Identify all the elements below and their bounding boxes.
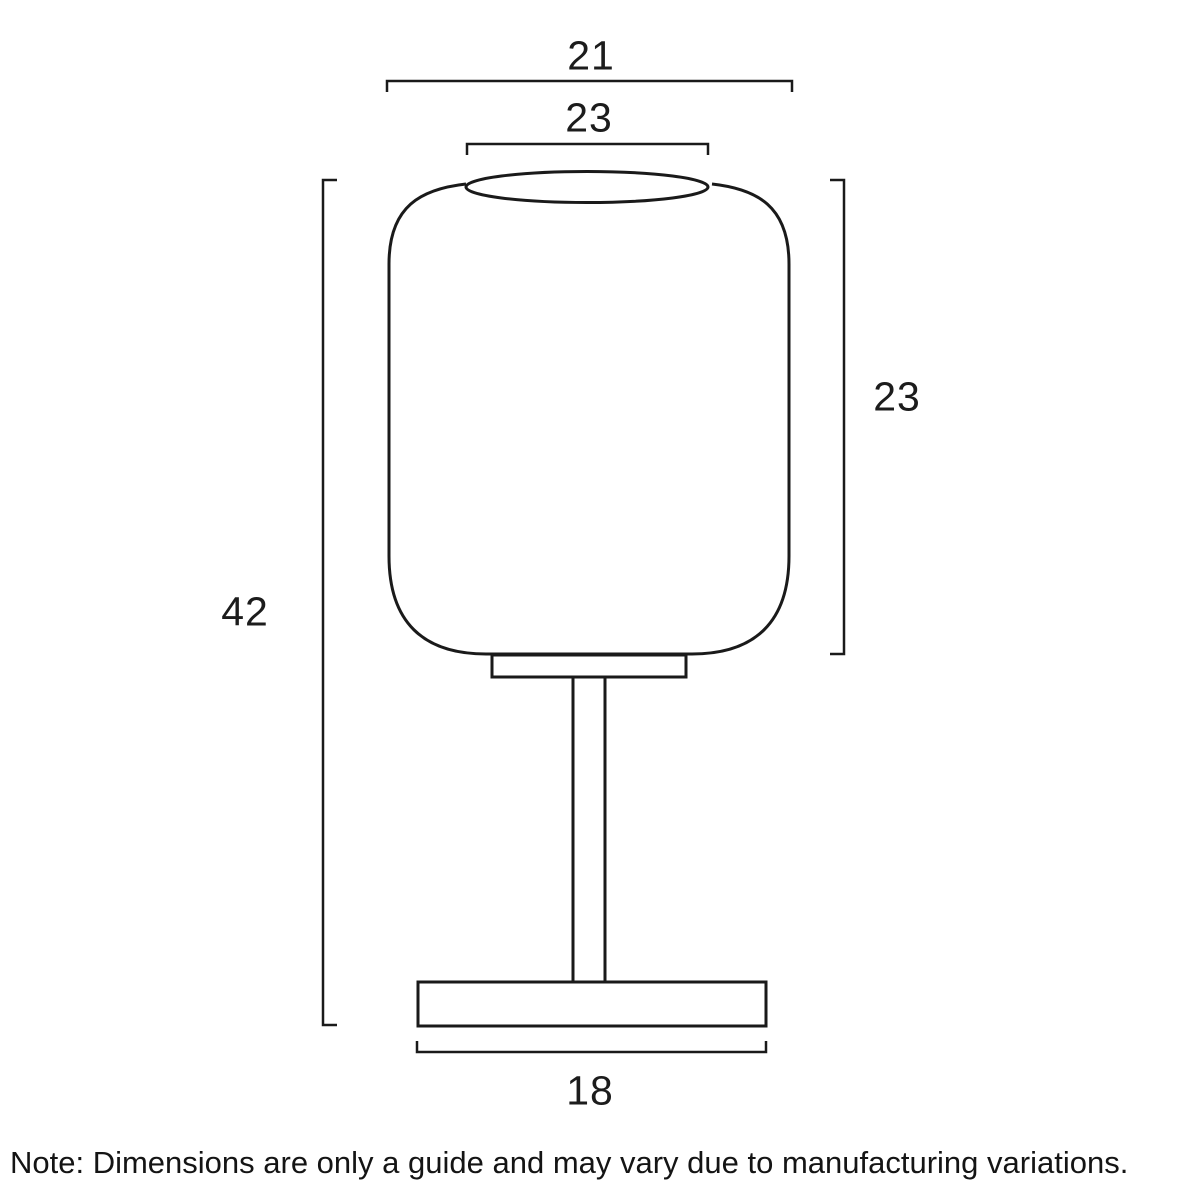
dim-label-overall-width: 21 <box>567 32 615 79</box>
dim-label-shade-height: 23 <box>873 373 921 420</box>
lamp-stem <box>573 677 605 982</box>
dim-bracket-total-height <box>323 180 337 1025</box>
dim-line-opening-width <box>467 144 708 155</box>
shade-opening-ellipse <box>466 172 708 203</box>
dim-label-base-width: 18 <box>566 1067 614 1114</box>
manufacturing-note: Note: Dimensions are only a guide and may vary due to manufacturing variations. <box>10 1145 1129 1180</box>
dim-line-overall-width <box>387 81 792 92</box>
lamp-shade-outline <box>389 184 789 654</box>
dim-bracket-shade-height <box>830 180 844 654</box>
lamp-base <box>418 982 766 1026</box>
lamp-neck <box>492 655 686 677</box>
dim-label-opening-width: 23 <box>565 94 613 141</box>
dim-line-base-width <box>417 1041 766 1052</box>
dim-label-total-height: 42 <box>221 588 269 635</box>
